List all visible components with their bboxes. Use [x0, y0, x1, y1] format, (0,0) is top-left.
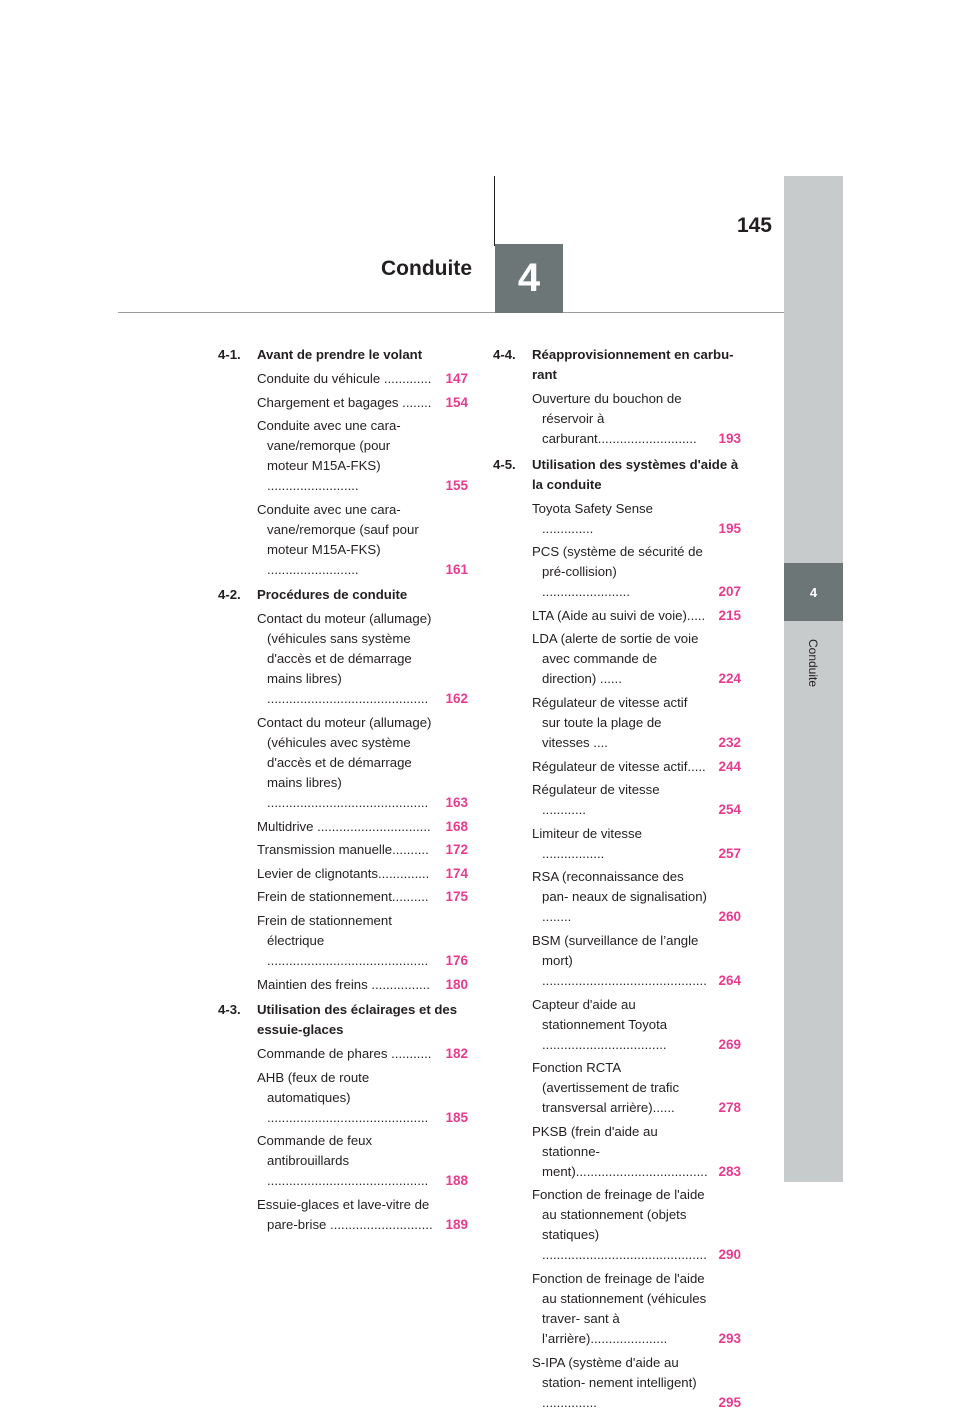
toc-entry-label: Chargement et bagages ........ — [257, 394, 432, 410]
toc-entry[interactable] — [218, 840, 468, 860]
toc-entry-page-link[interactable]: 283 — [717, 1162, 741, 1182]
title-divider-vertical — [494, 176, 495, 246]
toc-entry-page-link[interactable]: 188 — [444, 1171, 468, 1191]
toc-section-heading[interactable] — [493, 455, 741, 495]
toc-entry[interactable] — [493, 542, 741, 602]
toc-entry-label: Régulateur de vitesse actif sur toute la plage de vitesses .... — [532, 694, 688, 750]
section-title: Réapprovisionnement en carbu- rant — [532, 347, 734, 382]
section-number: 4-5. — [493, 456, 516, 472]
toc-entry-page-link[interactable]: 207 — [717, 582, 741, 602]
toc-entry-page-link[interactable]: 264 — [717, 971, 741, 991]
toc-entry[interactable] — [493, 757, 741, 777]
toc-entry[interactable] — [493, 389, 741, 449]
toc-entry[interactable] — [493, 1122, 741, 1182]
toc-section-heading[interactable] — [218, 345, 468, 365]
toc-entry-label: Frein de stationnement électrique ............................................ — [257, 912, 429, 968]
toc-entry-label: Conduite avec une cara- vane/remorque (sauf pour moteur M15A-FKS) ......................... — [257, 501, 419, 577]
toc-entry[interactable] — [218, 911, 468, 971]
toc-entry-page-link[interactable]: 147 — [444, 369, 468, 389]
toc-entry-label: Limiteur de vitesse ................. — [532, 825, 642, 861]
toc-entry-page-link[interactable]: 293 — [717, 1329, 741, 1349]
toc-entry-label: LTA (Aide au suivi de voie)..... — [532, 607, 706, 623]
toc-entry-label: Maintien des freins ................ — [257, 976, 430, 992]
toc-entry[interactable] — [218, 1195, 468, 1235]
toc-entry-label: Essuie-glaces et lave-vitre de pare-brise ............................ — [257, 1196, 433, 1232]
title-divider-horizontal — [118, 312, 784, 313]
toc-entry-page-link[interactable]: 195 — [717, 519, 741, 539]
toc-entry-page-link[interactable]: 155 — [444, 476, 468, 496]
toc-entry-page-link[interactable]: 260 — [717, 907, 741, 927]
toc-entry[interactable] — [493, 824, 741, 864]
toc-entry-label: Conduite du véhicule ............. — [257, 371, 432, 386]
toc-entry-label: Fonction de freinage de l'aide au stationnement (objets statiques) ............................................. — [532, 1187, 707, 1263]
toc-entry-page-link[interactable]: 224 — [717, 669, 741, 689]
toc-entry-page-link[interactable]: 278 — [717, 1098, 741, 1118]
chapter-number-box: 4 — [495, 244, 563, 313]
toc-entry-page-link[interactable]: 189 — [444, 1215, 468, 1235]
toc-entry[interactable] — [218, 369, 468, 389]
toc-entry-page-link[interactable]: 174 — [444, 864, 468, 884]
toc-entry[interactable] — [493, 629, 741, 689]
section-number: 4-1. — [218, 347, 241, 362]
toc-entry-page-link[interactable]: 176 — [444, 951, 468, 971]
toc-entry[interactable] — [218, 817, 468, 837]
toc-entry-label: Toyota Safety Sense .............. — [532, 500, 653, 536]
toc-entry-label: Fonction de freinage de l'aide au stationnement (véhicules traver- sant à l’arrière)..................... — [532, 1270, 707, 1346]
toc-entry-label: Capteur d'aide au stationnement Toyota .................................. — [532, 996, 668, 1052]
toc-entry-label: BSM (surveillance de l’angle mort) ............................................. — [532, 932, 707, 988]
page-number: 145 — [736, 214, 772, 237]
toc-entry-label: Contact du moteur (allumage) (véhicules sans système d'accès et de démarrage mains libres) ............................................ — [257, 611, 432, 707]
toc-entry-label: Fonction RCTA (avertissement de trafic transversal arrière)...... — [532, 1060, 680, 1116]
toc-entry-page-link[interactable]: 161 — [444, 560, 468, 580]
section-title: Procédures de conduite — [257, 587, 408, 603]
toc-entry[interactable] — [493, 780, 741, 820]
toc-entry-page-link[interactable]: 193 — [717, 429, 741, 449]
toc-entry-page-link[interactable]: 185 — [444, 1108, 468, 1128]
toc-entry-label: Contact du moteur (allumage) (véhicules avec système d'accès et de démarrage mains libres) ............................................ — [257, 714, 432, 810]
toc-entry-label: Frein de stationnement.......... — [257, 889, 429, 905]
toc-entry[interactable] — [493, 1058, 741, 1118]
section-number: 4-2. — [218, 587, 241, 603]
toc-entry-page-link[interactable]: 254 — [717, 800, 741, 820]
toc-entry[interactable] — [218, 887, 468, 907]
toc-entry-label: Régulateur de vitesse ............ — [532, 782, 660, 818]
toc-section-heading[interactable] — [218, 1000, 468, 1040]
toc-entry-page-link[interactable]: 269 — [717, 1035, 741, 1055]
toc-section-heading[interactable] — [493, 345, 741, 385]
side-tab[interactable] — [784, 176, 843, 1182]
toc-entry[interactable] — [493, 995, 741, 1055]
toc-entry-page-link[interactable]: 163 — [444, 793, 468, 813]
toc-entry[interactable] — [218, 1044, 468, 1064]
section-title: Utilisation des éclairages et des essuie-glaces — [257, 1002, 458, 1038]
toc-entry-page-link[interactable]: 180 — [444, 975, 468, 995]
toc-entry[interactable] — [493, 693, 741, 753]
toc-entry[interactable] — [218, 975, 468, 995]
toc-entry[interactable] — [493, 499, 741, 539]
side-tab-label: Conduite — [806, 638, 820, 688]
toc-entry[interactable] — [218, 1131, 468, 1191]
toc-entry[interactable] — [218, 713, 468, 813]
toc-entry-label: Commande de feux antibrouillards ............................................ — [257, 1133, 429, 1189]
toc-entry-label: PKSB (frein d'aide au stationne- ment).................................... — [532, 1123, 708, 1179]
toc-entry-label: Transmission manuelle.......... — [257, 842, 429, 858]
toc-entry-label: RSA (reconnaissance des pan- neaux de signalisation) ........ — [532, 869, 707, 925]
toc-left-column — [218, 345, 468, 1241]
section-title: Utilisation des systèmes d'aide à la conduite — [532, 456, 739, 492]
toc-entry-page-link[interactable]: 257 — [717, 844, 741, 864]
toc-right-column — [493, 345, 741, 1418]
toc-entry[interactable] — [218, 864, 468, 884]
toc-entry[interactable] — [493, 1269, 741, 1349]
toc-entry-page-link[interactable]: 295 — [717, 1393, 741, 1413]
toc-entry[interactable] — [218, 500, 468, 580]
toc-entry-page-link[interactable]: 172 — [444, 840, 468, 860]
toc-entry-label: Conduite avec une cara- vane/remorque (pour moteur M15A-FKS) ......................... — [257, 418, 401, 494]
toc-section-heading[interactable] — [218, 585, 468, 605]
toc-entry-label: Levier de clignotants.............. — [257, 865, 430, 881]
toc-entry-page-link[interactable]: 232 — [717, 733, 741, 753]
toc-entry-page-link[interactable]: 154 — [444, 393, 468, 413]
section-number: 4-4. — [493, 347, 516, 362]
toc-entry-label: Régulateur de vitesse actif..... — [532, 758, 706, 774]
toc-entry[interactable] — [218, 416, 468, 496]
toc-entry[interactable] — [493, 1353, 741, 1413]
toc-entry-label: Commande de phares ........... — [257, 1046, 432, 1062]
toc-entry-page-link[interactable]: 182 — [444, 1044, 468, 1064]
toc-entry-label: LDA (alerte de sortie de voie avec commande de direction) ...... — [532, 631, 699, 687]
chapter-title: Conduite — [381, 257, 472, 280]
toc-entry-label: Ouverture du bouchon de réservoir à carburant........................... — [532, 391, 697, 446]
toc-entry[interactable] — [493, 931, 741, 991]
toc-entry-label: Multidrive ............................... — [257, 818, 431, 834]
toc-entry[interactable] — [218, 393, 468, 413]
toc-entry-page-link[interactable]: 162 — [444, 689, 468, 709]
toc-entry-page-link[interactable]: 168 — [444, 817, 468, 837]
toc-entry-label: AHB (feux de route automatiques) ............................................ — [257, 1069, 429, 1125]
toc-entry[interactable] — [493, 867, 741, 927]
toc-entry[interactable] — [493, 606, 741, 626]
toc-entry-page-link[interactable]: 215 — [717, 606, 741, 626]
toc-entry-label: S-IPA (système d'aide au station- nement intelligent) ............... — [532, 1354, 697, 1410]
toc-entry[interactable] — [493, 1185, 741, 1265]
side-tab-number: 4 — [784, 563, 843, 621]
toc-entry-page-link[interactable]: 244 — [717, 757, 741, 777]
section-title: Avant de prendre le volant — [257, 347, 423, 362]
toc-entry[interactable] — [218, 1068, 468, 1128]
toc-entry[interactable] — [218, 609, 468, 709]
toc-entry-label: PCS (système de sécurité de pré-collision) ........................ — [532, 544, 703, 600]
section-number: 4-3. — [218, 1002, 241, 1018]
toc-entry-page-link[interactable]: 290 — [717, 1245, 741, 1265]
toc-entry-page-link[interactable]: 175 — [444, 887, 468, 907]
